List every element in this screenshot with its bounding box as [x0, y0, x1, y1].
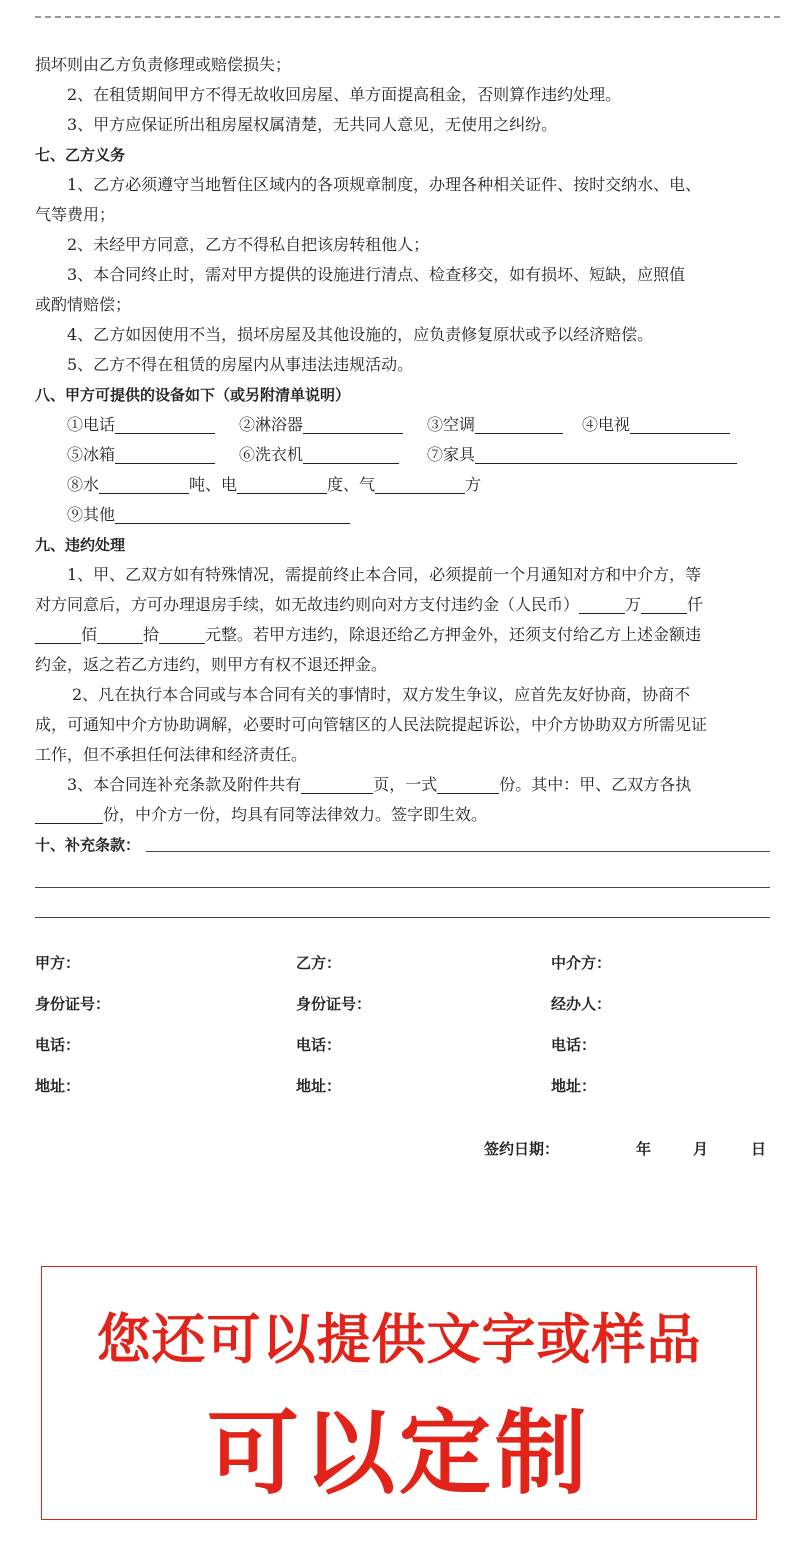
section-heading-10: 十、补充条款： — [35, 836, 141, 854]
clause-text: 或酌情赔偿； — [35, 295, 132, 314]
equipment-blank[interactable] — [115, 415, 215, 434]
clause-text-part: 3、本合同连补充条款及附件共有 — [67, 775, 302, 794]
customization-banner — [41, 1266, 757, 1520]
party-name-row — [35, 952, 775, 993]
amount-blank[interactable] — [35, 625, 81, 644]
party-a-phone-label: 电话： — [35, 1036, 81, 1054]
equipment-label: ②淋浴器 — [239, 415, 304, 434]
banner-line-1: 您还可以提供文字或样品 — [96, 1308, 702, 1371]
supplementary-line[interactable] — [35, 860, 770, 890]
equipment-blank[interactable] — [630, 415, 730, 434]
equipment-blank[interactable] — [303, 415, 403, 434]
agent-address-label: 地址： — [551, 1077, 597, 1095]
signature-block — [35, 952, 775, 1116]
amount-unit: 拾 — [143, 625, 160, 644]
date-month: 月 — [693, 1140, 709, 1158]
equipment-label: ⑤冰箱 — [67, 445, 116, 464]
supplementary-line[interactable] — [35, 890, 770, 920]
equipment-blank[interactable] — [303, 445, 399, 464]
supplementary-line[interactable] — [146, 831, 770, 852]
equipment-row — [35, 500, 770, 530]
clause-text: 约金，返之若乙方违约，则甲方有权不退还押金。 — [35, 655, 388, 674]
equipment-blank[interactable] — [115, 445, 215, 464]
clause-text-part: 份。其中：甲、乙双方各执 — [499, 775, 692, 794]
party-a-id-label: 身份证号： — [35, 995, 111, 1013]
amount-blank[interactable] — [97, 625, 143, 644]
equipment-label: ①电话 — [67, 415, 116, 434]
party-id-row — [35, 993, 775, 1034]
party-b-id-label: 身份证号： — [296, 995, 372, 1013]
electricity-blank[interactable] — [237, 475, 327, 494]
water-blank[interactable] — [99, 475, 189, 494]
equipment-label: ⑨其他 — [67, 505, 116, 524]
clause-text — [35, 800, 770, 830]
clause-text: 2、在租赁期间甲方不得无故收回房屋、单方面提高租金，否则算作违约处理。 — [67, 85, 622, 104]
clause-text: 2、凡在执行本合同或与本合同有关的事情时，双方发生争议，应首先友好协商，协商不 — [72, 685, 691, 704]
section-heading-8: 八、甲方可提供的设备如下（或另附清单说明） — [35, 386, 351, 404]
agent-label: 中介方： — [551, 954, 612, 972]
clause-text: 3、甲方应保证所出租房屋权属清楚，无共同人意见，无使用之纠纷。 — [67, 115, 558, 134]
party-b-label: 乙方： — [296, 954, 342, 972]
copies-each-blank[interactable] — [35, 805, 103, 824]
party-phone-row — [35, 1034, 775, 1075]
party-address-row — [35, 1075, 775, 1116]
utilities-row — [35, 470, 770, 500]
utility-unit: 度、气 — [327, 475, 376, 494]
clause-text: 1、乙方必须遵守当地暂住区域内的各项规章制度，办理各种相关证件、按时交纳水、电、 — [67, 175, 702, 194]
clause-text-part: 对方同意后，方可办理退房手续，如无故违约则向对方支付违约金（人民币） — [35, 595, 580, 614]
amount-blank[interactable] — [159, 625, 205, 644]
clause-text: 3、本合同终止时，需对甲方提供的设施进行清点、检查移交，如有损坏、短缺，应照值 — [67, 265, 686, 284]
date-day: 日 — [751, 1140, 767, 1158]
clause-text: 1、甲、乙双方如有特殊情况，需提前终止本合同，必须提前一个月通知对方和中介方，等 — [67, 565, 702, 584]
equipment-label: ④电视 — [582, 415, 631, 434]
clause-text — [35, 620, 770, 650]
clause-text — [35, 770, 770, 800]
amount-blank[interactable] — [641, 595, 687, 614]
section-heading-9: 九、违约处理 — [35, 536, 126, 554]
equipment-label: ③空调 — [427, 415, 476, 434]
clause-text: 工作，但不承担任何法律和经济责任。 — [35, 745, 308, 764]
pages-blank[interactable] — [301, 775, 373, 794]
clause-text: 气等费用； — [35, 205, 116, 224]
equipment-row — [35, 410, 770, 440]
utility-unit: 吨、电 — [189, 475, 238, 494]
clause-text — [35, 590, 770, 620]
equipment-row — [35, 440, 770, 470]
party-a-label: 甲方： — [35, 954, 81, 972]
date-year: 年 — [636, 1140, 652, 1158]
amount-unit: 佰 — [81, 625, 98, 644]
top-dashed-divider — [35, 16, 780, 18]
clause-text-part: 页，一式 — [373, 775, 438, 794]
supplementary-terms-row — [35, 830, 770, 860]
clause-text: 4、乙方如因使用不当，损坏房屋及其他设施的，应负责修复原状或予以经济赔偿。 — [67, 325, 654, 344]
clause-text: 5、乙方不得在租赁的房屋内从事违法违规活动。 — [67, 355, 414, 374]
equipment-label: ⑥洗衣机 — [239, 445, 304, 464]
copies-blank[interactable] — [437, 775, 499, 794]
clause-text: 损坏则由乙方负责修理或赔偿损失； — [35, 55, 292, 74]
amount-unit: 万 — [625, 595, 642, 614]
amount-unit: 仟 — [687, 595, 704, 614]
clause-text: 2、未经甲方同意，乙方不得私自把该房转租他人； — [67, 235, 430, 254]
agent-handler-label: 经办人： — [551, 995, 612, 1013]
party-b-phone-label: 电话： — [296, 1036, 342, 1054]
equipment-label: ⑦家具 — [427, 445, 476, 464]
clause-text-part: 份，中介方一份，均具有同等法律效力。签字即生效。 — [103, 805, 488, 824]
section-heading-7: 七、乙方义务 — [35, 146, 126, 164]
other-blank[interactable] — [115, 505, 350, 524]
gas-blank[interactable] — [375, 475, 465, 494]
equipment-blank[interactable] — [475, 415, 563, 434]
party-b-address-label: 地址： — [296, 1077, 342, 1095]
utility-unit: 方 — [465, 475, 482, 494]
clause-text: 成，可通知中介方协助调解，必要时可向管辖区的人民法院提起诉讼，中介方协助双方所需见证 — [35, 715, 708, 734]
utility-label: ⑧水 — [67, 475, 100, 494]
banner-line-2: 可以定制 — [206, 1400, 591, 1507]
party-a-address-label: 地址： — [35, 1077, 81, 1095]
contract-body — [35, 50, 770, 920]
equipment-blank[interactable] — [475, 445, 737, 464]
signing-date-label: 签约日期： — [484, 1140, 560, 1158]
clause-text-part: 元整。若甲方违约，除退还给乙方押金外，还须支付给乙方上述金额违 — [205, 625, 702, 644]
agent-phone-label: 电话： — [551, 1036, 597, 1054]
amount-blank[interactable] — [579, 595, 625, 614]
